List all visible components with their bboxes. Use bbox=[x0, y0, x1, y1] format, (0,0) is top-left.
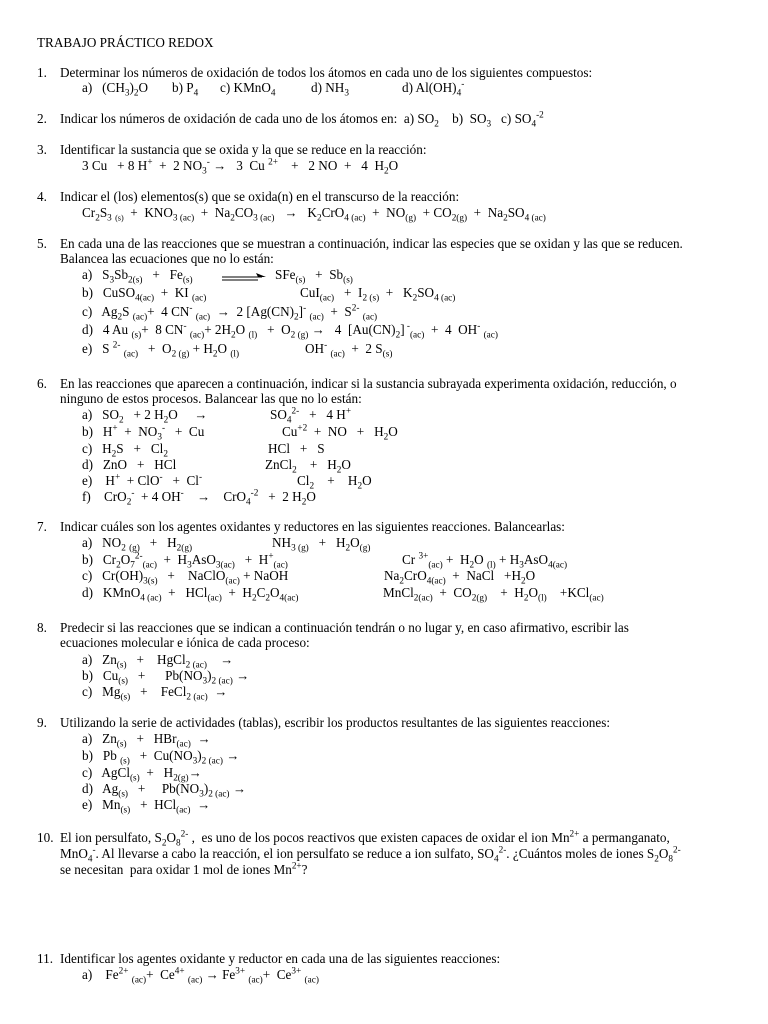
q4-reaction: $Cr_2S_3$ $_{(s)} + KNO_{3 (ac)} + Na_2CO_{3 (ac)} \to K_2CrO_{4 (ac)} + NO_{(g)} + CO_{2(g)} + Na_2SO_{4 (ac)}$ bbox=[82, 205, 546, 223]
q6-item-e: e) H+ + ClO- + Cl- bbox=[82, 471, 203, 488]
q7-item-a-products: $NH_{3 (g)} + H_2O_{(g)}$ bbox=[272, 535, 371, 553]
question-9-number: 9. bbox=[37, 715, 47, 730]
question-5-text: En cada una de las reacciones que se muestran a continuación, indicar las especies que se oxidan y las que se reducen. bbox=[60, 236, 683, 251]
question-6-number: 6. bbox=[37, 376, 47, 391]
question-4-number: 4. bbox=[37, 189, 47, 204]
q3-reaction: 3 Cu + 8 H+ + 2 $NO_3^- \to 3$ Cu $^{2+}$ + 2 NO + 4 $H_2O$ bbox=[82, 156, 399, 176]
question-7-number: 7. bbox=[37, 519, 47, 534]
question-8-text2: ecuaciones molecular e iónica de cada proceso: bbox=[60, 635, 310, 650]
question-10-text: El ion persulfato, $S_2O_8^{2-}$ , es uno de los pocos reactivos que existen capaces de oxidar el ion $Mn^{2+}$ a permanganato, bbox=[60, 828, 670, 848]
q1-item-b: b) $P_4$ bbox=[172, 80, 199, 98]
question-8-number: 8. bbox=[37, 620, 47, 635]
q7-item-b-products: Cr $^{3+}_{(ac)} + H_2O$ $_{(l)} + H_3AsO_{4(ac)}$ bbox=[402, 550, 568, 570]
q6-item-f: f) CrO$_2$- + 4 OH- → CrO$_4^{-2}$ + 2 $H_2O$ bbox=[82, 487, 316, 507]
question-8-text: Predecir si las reacciones que se indican a continuación tendrán o no lugar y, en caso afirmativo, escribir las bbox=[60, 620, 629, 635]
q8-item-a: a) $Zn_{(s)}$ + HgCl$_{2 (ac)}$ → bbox=[82, 652, 234, 670]
question-5-text2: Balancea las ecuaciones que no lo están: bbox=[60, 251, 274, 266]
question-7-text: Indicar cuáles son los agentes oxidantes y reductores en las siguientes reacciones. Balancearlas: bbox=[60, 519, 565, 534]
question-1-number: 1. bbox=[37, 65, 47, 80]
q7-item-d-products: MnCl$_{2(ac)}$ + $CO_{2(g)}$ + $H_2O_{(l)}$ +KCl$_{(ac)}$ bbox=[383, 585, 604, 603]
q5-item-d: d) 4 Au $_{(s)}$+ 8 CN- $_{(ac)}+ 2H_2O$ $_{(l)} + O_{2 (g)} \to 4$ $[Au(CN)_2] ^-_{(ac)} + 4$ OH- $_{(ac)}$ bbox=[82, 320, 498, 340]
q11-item-a: a) $Fe^{2+}$ $_{(ac)}+ Ce^{4+}$ $_{(ac)} \to Fe^{3+}$ $_{(ac)}+ Ce^{3+}$ $_{(ac)}$ bbox=[82, 965, 319, 985]
q7-item-d: d) KMnO$_{4 (ac)}$ + $HCl_{(ac)} + H_2C_2O_{4(ac)}$ bbox=[82, 585, 299, 603]
question-10-number: 10. bbox=[37, 830, 54, 845]
q8-item-c: c) $Mg_{(s)}$ + FeCl$_{2 (ac)}$ → bbox=[82, 684, 228, 702]
question-6-text2: ninguno de estos procesos. Balancear las que no lo están: bbox=[60, 391, 362, 406]
q7-item-c: c) $Cr(OH)_{3(s)}$ + NaClO$_{(ac)}$ + NaOH bbox=[82, 568, 289, 586]
q9-item-e: e) $Mn_{(s)} + HCl_{(ac)}$ → bbox=[82, 797, 211, 815]
q9-item-a: a) $Zn_{(s)} + HBr_{(ac)}$ → bbox=[82, 731, 211, 749]
question-11-number: 11. bbox=[37, 951, 53, 966]
q6-item-a: a) $SO_2 + 2$ $H_2O$ → bbox=[82, 407, 208, 425]
question-3-text: Identificar la sustancia que se oxida y la que se reduce en la reacción: bbox=[60, 142, 427, 157]
question-10-text3: se necesitan para oxidar 1 mol de iones $Mn^{2+}$? bbox=[60, 860, 308, 877]
q5-item-e-products: OH- $_{(ac)}$ + 2 $S_{(s)}$ bbox=[305, 339, 393, 359]
question-11-text: Identificar los agentes oxidante y reductor en cada una de las siguientes reacciones: bbox=[60, 951, 501, 966]
q9-item-c: c) AgCl$_{(s)}$ + $H_{2(g)}\to$ bbox=[82, 765, 202, 783]
q1-item-a: a) $(CH_3)_2O$ bbox=[82, 80, 149, 98]
question-6-text: En las reacciones que aparecen a continuación, indicar si la sustancia subrayada experimenta oxidación, reducción, o bbox=[60, 376, 677, 391]
q6-item-d-products: ZnCl$_2$ + $H_2O$ bbox=[265, 457, 351, 475]
q1-item-d2: d) $Al(OH)_4^-$ bbox=[402, 78, 465, 98]
question-10-text2: MnO$_4$-. Al llevarse a cabo la reacción, el ion persulfato se reduce a ion sulfato, $SO_4^{2-}$. ¿Cuántos moles de iones $S_2O_8^{2-}$ bbox=[60, 844, 681, 864]
q7-item-a: a) $NO_2$ $_{(g)} + H_{2(g)}$ bbox=[82, 535, 193, 553]
reaction-arrow bbox=[222, 272, 266, 282]
q6-item-d: d) ZnO + HCl bbox=[82, 457, 177, 472]
question-2-text: Indicar los números de oxidación de cada uno de los átomos en: a) $SO_2$ b) $SO_3$ c) $SO_4^{-2}$ bbox=[60, 109, 544, 129]
q5-item-e: e) S $^{2-}$ $_{(ac)} + O_{2 (g)} + H_2O$ $_{(l)}$ bbox=[82, 339, 240, 359]
q5-item-a-products: $SFe_{(s)} + Sb_{(s)}$ bbox=[275, 267, 353, 285]
q6-item-c-products: HCl + S bbox=[268, 441, 325, 456]
q5-item-b: b) CuSO$_{4(ac)}$ + KI $_{(ac)}$ bbox=[82, 285, 207, 303]
q8-item-b: b) $Cu_{(s)}$ + $Pb(NO_3)_{2 (ac)}$ → bbox=[82, 668, 250, 686]
question-2-number: 2. bbox=[37, 111, 47, 126]
question-4-text: Indicar el (los) elementos(s) que se oxida(n) en el transcurso de la reacción: bbox=[60, 189, 460, 204]
q6-item-b-products: $Cu^{+2}$ + NO + $H_2O$ bbox=[282, 422, 398, 442]
q9-item-d: d) $Ag_{(s)}$ + $Pb(NO_3)_{2 (ac)}$ → bbox=[82, 781, 246, 799]
q1-item-d: d) $NH_3$ bbox=[311, 80, 349, 98]
question-3-number: 3. bbox=[37, 142, 47, 157]
question-1-text: Determinar los números de oxidación de todos los átomos en cada uno de los siguientes compuestos: bbox=[60, 65, 593, 80]
question-5-number: 5. bbox=[37, 236, 47, 251]
q7-item-c-products: $Na_2CrO_{4(ac)}$ + NaCl $+H_2O$ bbox=[384, 568, 536, 586]
question-9-text: Utilizando la serie de actividades (tablas), escribir los productos resultantes de las siguientes reacciones: bbox=[60, 715, 611, 730]
document-title: TRABAJO PRÁCTICO REDOX bbox=[37, 35, 214, 50]
q6-item-e-products: $Cl_2$ + $H_2O$ bbox=[297, 473, 372, 491]
q5-item-a: a) $S_3Sb_{2(s)} + Fe_{(s)}$ bbox=[82, 267, 193, 285]
q7-item-b: b) $Cr_2O_7^{2-}_{(ac)} + H_3AsO_{3(ac)} + H^+_{(ac)}$ bbox=[82, 550, 288, 570]
q5-item-c: c) $Ag_2S$ $_{(ac)}$+ 4 CN- $_{(ac)}$ → 2 $[Ag(CN)_2]^-$ $_{(ac)} + S^{2-}$ $_{(ac)}$ bbox=[82, 302, 378, 322]
q6-item-a-products: $SO_4^{2-} + 4$ H+ bbox=[270, 405, 352, 425]
q6-item-c: c) $H_2S + Cl_2$ bbox=[82, 441, 168, 459]
q1-item-c: c) KMnO$_4$ bbox=[220, 80, 276, 98]
q6-item-b: b) $H^+ + NO_3^- + Cu$ bbox=[82, 422, 205, 442]
q5-item-b-products: $CuI_{(ac)} + I_{2 (s)} + K_2SO_{4 (ac)}$ bbox=[300, 285, 456, 303]
q9-item-b: b) Pb $_{(s)} + Cu(NO_3)_{2 (ac)}$ → bbox=[82, 748, 240, 766]
